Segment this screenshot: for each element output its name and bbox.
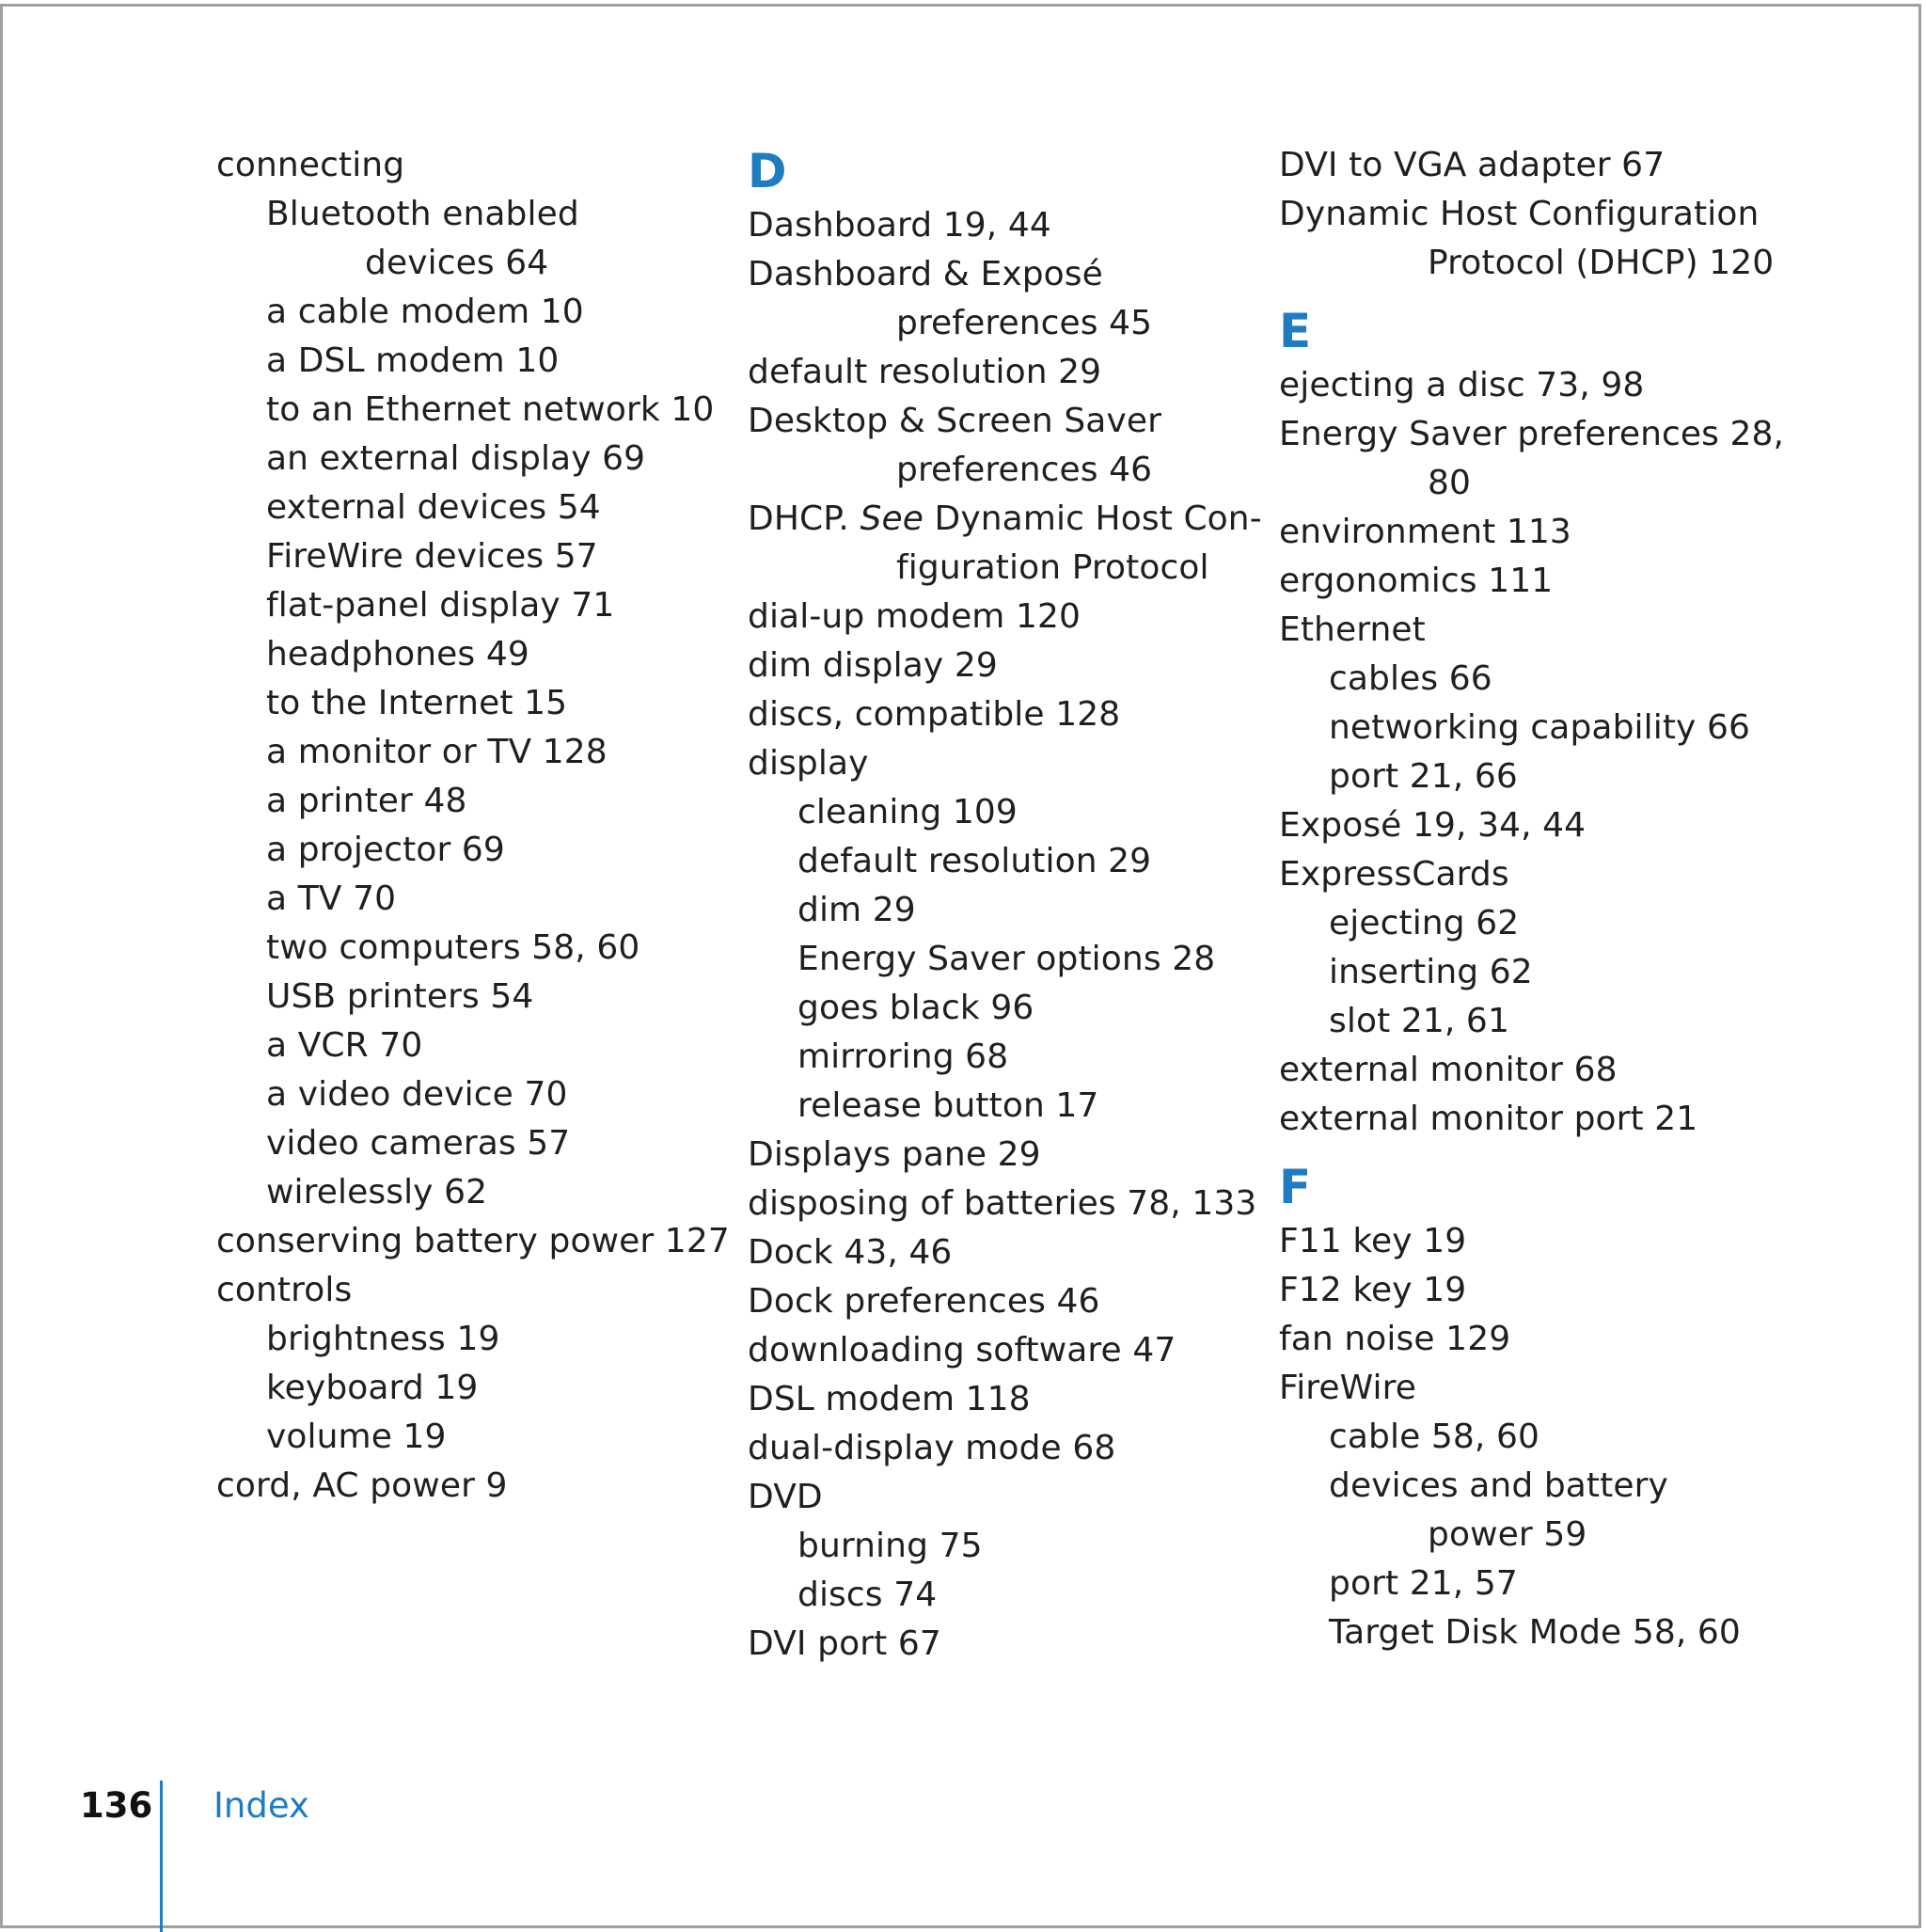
index-entry: environment 113 (1279, 513, 1571, 551)
index-entry: connecting (216, 146, 405, 184)
index-subentry: Bluetooth enabled (266, 195, 579, 233)
index-subentry: figuration Protocol (896, 548, 1209, 587)
index-subentry: to an Ethernet network 10 (266, 390, 715, 429)
letter-heading: E (1279, 304, 1312, 358)
index-entry: Energy Saver preferences 28, (1279, 415, 1785, 453)
index-entry: conserving battery power 127 (216, 1222, 730, 1260)
index-entry: DVI to VGA adapter 67 (1279, 146, 1666, 184)
index-subentry: cables 66 (1329, 659, 1492, 698)
index-entry: DVD (748, 1478, 823, 1516)
index-entry: dual-display mode 68 (748, 1429, 1116, 1467)
index-subentry: a cable modem 10 (266, 293, 584, 331)
index-subentry: goes black 96 (797, 989, 1034, 1027)
index-subentry: dim 29 (797, 891, 916, 929)
index-subentry: discs 74 (797, 1576, 938, 1614)
index-subentry: a projector 69 (266, 831, 505, 869)
index-entry: external monitor port 21 (1279, 1100, 1698, 1138)
index-subentry: inserting 62 (1329, 953, 1533, 991)
index-entry: ejecting a disc 73, 98 (1279, 366, 1645, 404)
index-subentry: Protocol (DHCP) 120 (1428, 244, 1775, 282)
index-subentry: a video device 70 (266, 1075, 568, 1114)
index-entry: Dock preferences 46 (748, 1282, 1100, 1321)
index-entry: FireWire (1279, 1369, 1417, 1407)
index-subentry: a DSL modem 10 (266, 341, 560, 380)
index-entry: Dock 43, 46 (748, 1233, 953, 1272)
index-subentry: 80 (1428, 464, 1472, 502)
index-column-3 (1279, 141, 1881, 1657)
index-entry: Displays pane 29 (748, 1135, 1041, 1174)
index-entry: Dynamic Host Configuration (1279, 195, 1760, 233)
index-entry: DVI port 67 (748, 1624, 941, 1663)
index-entry: Exposé 19, 34, 44 (1279, 806, 1587, 845)
page-number: 136 (80, 1785, 153, 1826)
index-entry: dim display 29 (748, 646, 998, 685)
index-subentry: default resolution 29 (797, 842, 1152, 880)
index-subentry: port 21, 66 (1329, 757, 1518, 796)
index-entry: fan noise 129 (1279, 1320, 1511, 1358)
index-entry: default resolution 29 (748, 353, 1102, 391)
index-subentry: to the Internet 15 (266, 684, 568, 722)
index-subentry: wirelessly 62 (266, 1173, 488, 1211)
index-subentry: devices 64 (365, 244, 549, 282)
index-subentry: devices and battery (1329, 1466, 1668, 1505)
index-column-2 (748, 141, 1262, 1669)
index-subentry: preferences 45 (896, 304, 1153, 342)
index-subentry: brightness 19 (266, 1320, 500, 1358)
index-subentry: port 21, 57 (1329, 1564, 1518, 1603)
index-subentry: USB printers 54 (266, 977, 534, 1016)
index-entry: controls (216, 1271, 353, 1309)
index-subentry: two computers 58, 60 (266, 928, 640, 967)
index-entry: external monitor 68 (1279, 1051, 1618, 1089)
index-entry: ExpressCards (1279, 855, 1509, 894)
index-subentry: burning 75 (797, 1527, 983, 1565)
section-label: Index (213, 1785, 309, 1826)
entry-text: Dynamic Host Con- (923, 499, 1262, 538)
index-subentry: release button 17 (797, 1086, 1099, 1125)
index-subentry: slot 21, 61 (1329, 1002, 1509, 1040)
index-entry: Desktop & Screen Saver (748, 402, 1162, 440)
index-column-1 (216, 141, 730, 1511)
index-subentry: ejecting 62 (1329, 904, 1520, 942)
index-subentry: headphones 49 (266, 635, 529, 673)
index-subentry: a printer 48 (266, 782, 467, 820)
index-subentry: power 59 (1428, 1515, 1587, 1554)
footer-divider (160, 1781, 163, 1932)
index-entry (748, 495, 1262, 544)
entry-text: DHCP. (748, 499, 860, 538)
index-entry: discs, compatible 128 (748, 695, 1121, 734)
index-subentry: preferences 46 (896, 451, 1153, 489)
index-entry: Ethernet (1279, 610, 1426, 649)
index-entry: dial-up modem 120 (748, 597, 1081, 636)
index-entry: F11 key 19 (1279, 1222, 1467, 1260)
index-subentry: a TV 70 (266, 879, 397, 918)
index-subentry: keyboard 19 (266, 1369, 479, 1407)
index-subentry: Target Disk Mode 58, 60 (1329, 1613, 1741, 1652)
index-subentry: a VCR 70 (266, 1026, 423, 1065)
index-subentry: an external display 69 (266, 439, 646, 478)
index-subentry: cleaning 109 (797, 793, 1018, 831)
index-subentry: a monitor or TV 128 (266, 733, 608, 771)
index-entry: cord, AC power 9 (216, 1466, 508, 1505)
index-subentry: flat-panel display 71 (266, 586, 615, 625)
index-subentry: FireWire devices 57 (266, 537, 598, 576)
index-entry: DSL modem 118 (748, 1380, 1031, 1418)
index-subentry: networking capability 66 (1329, 708, 1751, 747)
index-entry: ergonomics 111 (1279, 562, 1554, 600)
letter-heading: D (748, 144, 787, 198)
index-subentry: volume 19 (266, 1417, 447, 1456)
see-reference: See (860, 499, 924, 538)
index-entry: Dashboard & Exposé (748, 255, 1103, 293)
index-entry: display (748, 744, 869, 783)
index-subentry: cable 58, 60 (1329, 1417, 1540, 1456)
index-subentry: external devices 54 (266, 488, 601, 527)
index-entry: downloading software 47 (748, 1331, 1176, 1370)
index-entry: F12 key 19 (1279, 1271, 1467, 1309)
index-subentry: video cameras 57 (266, 1124, 571, 1163)
index-entry: disposing of batteries 78, 133 (748, 1184, 1257, 1223)
index-entry: Dashboard 19, 44 (748, 206, 1051, 245)
index-subentry: Energy Saver options 28 (797, 940, 1216, 978)
letter-heading: F (1279, 1160, 1312, 1214)
index-subentry: mirroring 68 (797, 1037, 1009, 1076)
